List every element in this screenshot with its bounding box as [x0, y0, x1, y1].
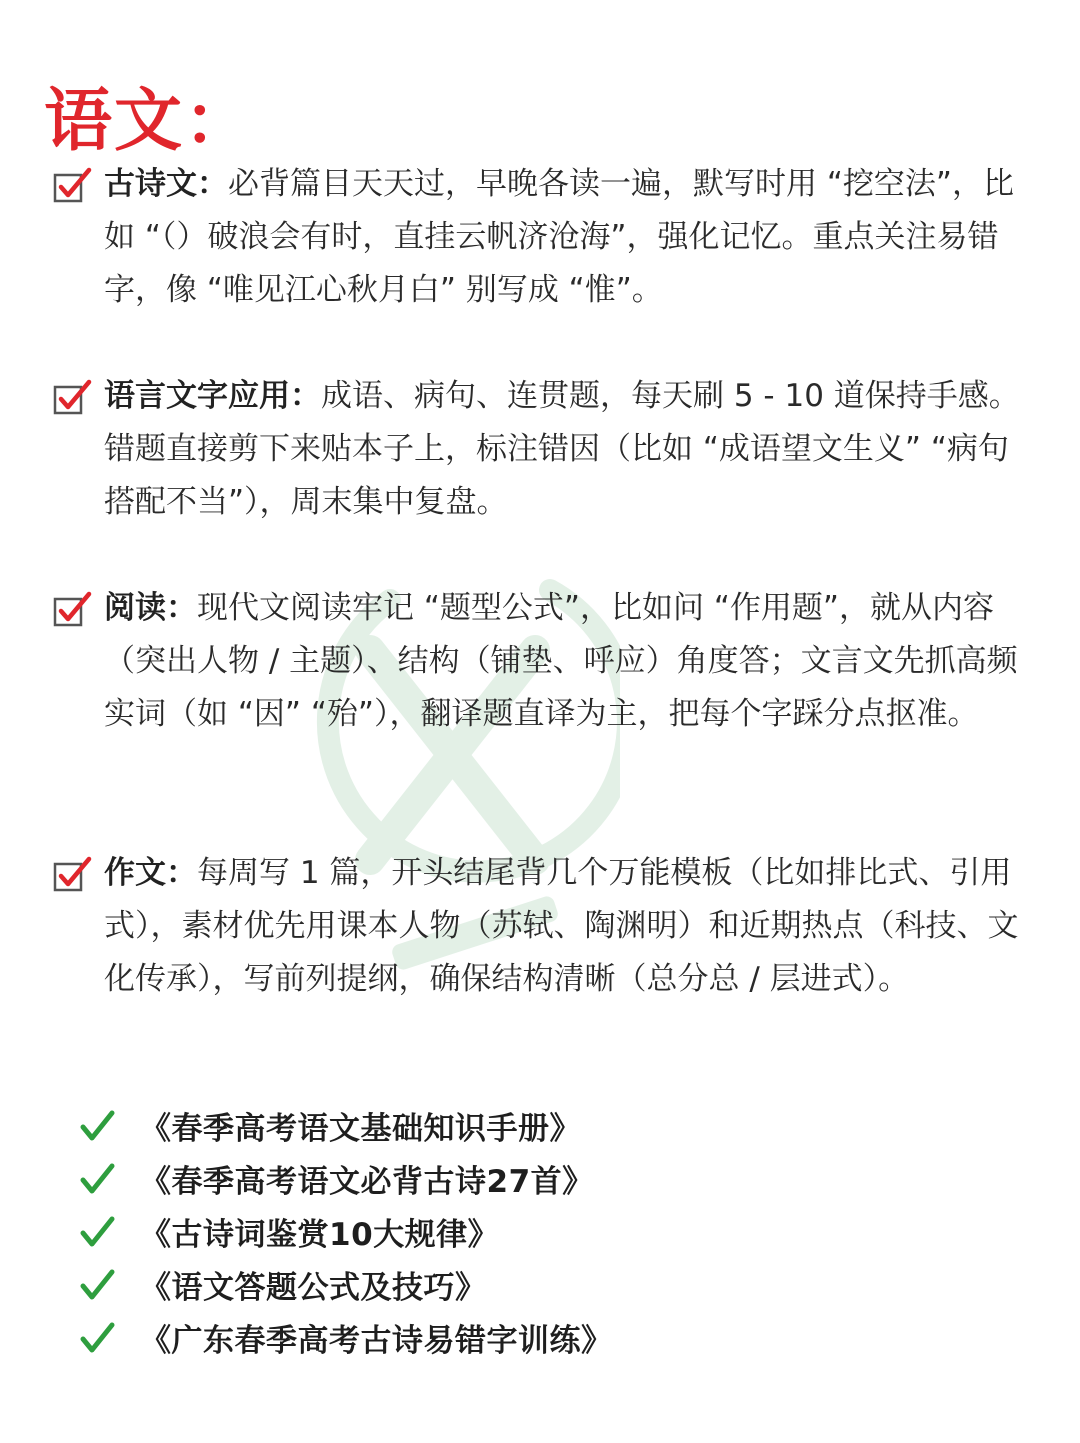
section-label: 作文：: [104, 855, 197, 891]
checkbox-checked-icon: [52, 378, 92, 418]
list-item: [78, 1258, 613, 1311]
list-item: [78, 1152, 613, 1205]
section-label: 古诗文：: [104, 166, 228, 202]
section-label: 语言文字应用：: [104, 378, 321, 414]
list-item: [78, 1311, 613, 1364]
book-title: 《广东春季高考古诗易错字训练》: [140, 1323, 613, 1359]
section-text: 成语、病句、连贯题，每天刷 5 - 10 道保持手感。错题直接剪下来贴本子上，标注错因（比如 “成语望文生义” “病句搭配不当”），周末集中复盘。: [104, 378, 1020, 520]
page-title: 语文：: [44, 81, 255, 161]
section-language-usage: [104, 370, 1039, 529]
checkbox-checked-icon: [52, 855, 92, 895]
checkbox-checked-icon: [52, 166, 92, 206]
section-text: 现代文阅读牢记 “题型公式”，比如问 “作用题”，就从内容（突出人物 / 主题）、结构（铺垫、呼应）角度答；文言文先抓高频实词（如 “因” “殆”），翻译题直译为主，把每个字踩分点抠准。: [104, 590, 1018, 732]
section-composition: [104, 847, 1039, 1006]
section-label: 阅读：: [104, 590, 197, 626]
section-ancient-poetry: [104, 158, 1039, 317]
green-check-icon: [78, 1266, 116, 1304]
section-text: 必背篇目天天过，早晚各读一遍，默写时用 “挖空法”，比如 “（）破浪会有时，直挂云帆济沧海”，强化记忆。重点关注易错字，像 “唯见江心秋月白” 别写成 “惟”。: [104, 166, 1014, 308]
section-reading: [104, 582, 1039, 741]
list-item: [78, 1205, 613, 1258]
green-check-icon: [78, 1213, 116, 1251]
section-text: 每周写 1 篇，开头结尾背几个万能模板（比如排比式、引用式），素材优先用课本人物（苏轼、陶渊明）和近期热点（科技、文化传承），写前列提纲，确保结构清晰（总分总 / 层进式）。: [104, 855, 1019, 997]
book-list: [78, 1099, 613, 1364]
book-title: 《古诗词鉴赏10大规律》: [140, 1217, 500, 1253]
green-check-icon: [78, 1160, 116, 1198]
book-title: 《春季高考语文必背古诗27首》: [140, 1164, 594, 1200]
list-item: [78, 1099, 613, 1152]
book-title: 《语文答题公式及技巧》: [140, 1270, 487, 1306]
green-check-icon: [78, 1107, 116, 1145]
checkbox-checked-icon: [52, 590, 92, 630]
green-check-icon: [78, 1319, 116, 1357]
book-title: 《春季高考语文基础知识手册》: [140, 1111, 581, 1147]
